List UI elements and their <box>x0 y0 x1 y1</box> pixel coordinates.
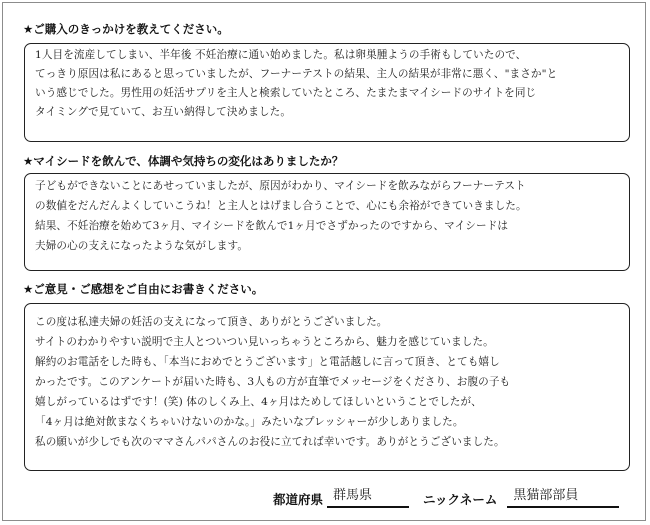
answer-1-line: てっきり原因は私にあると思っていましたが、フーナーテストの結果、主人の結果が非常に悪く、"まさか"と <box>35 68 558 80</box>
answer-3-line: サイトのわかりやすい説明で主人とついつい見いっちゃうところから、魅力を感じていました。 <box>35 336 494 348</box>
question-3-label: ★ご意見・ご感想をご自由にお書きください。 <box>23 282 264 296</box>
question-2-label: ★マイシードを飲んで、体調や気持ちの変化はありましたか？ <box>23 154 344 168</box>
nickname-label: ニックネーム <box>423 492 498 507</box>
answer-1-line: いう感じでした。男性用の妊活サプリを主人と検索していたところ、たまたまマイシードのサイトを同じ <box>35 87 537 99</box>
prefecture-value: 群馬県 <box>327 487 409 508</box>
answer-2-line: の数値をだんだんよくしていこうね！と主人とはげまし合うことで、心にも余裕ができていきました。 <box>35 200 527 212</box>
answer-2-box <box>24 173 630 271</box>
answer-1-line: タイミングで見ていて、お互い納得して決めました。 <box>35 106 292 118</box>
answer-3-line: この度は私達夫婦の妊活の支えになって頂き、ありがとうございました。 <box>35 316 388 328</box>
answer-3-line: 解約のお電話をした時も、「本当におめでとうございます」と電話越しに言って頂き、とても嬉し <box>35 356 500 368</box>
answer-1-line: 1人目を流産してしまい、半年後 不妊治療に通い始めました。私は卵巣腫ようの手術もしていたので、 <box>35 49 527 61</box>
footer-fields <box>273 487 619 508</box>
answer-3-line: 嬉しがっているはずです！(笑) 体のしくみ上、4ヶ月はためしてほしいということでしたが、 <box>35 396 482 408</box>
answer-1-box <box>24 43 630 142</box>
nickname-value: 黒猫部部員 <box>507 487 619 508</box>
answer-3-line: 「4ヶ月は絶対飲まなくちゃいけないのかな。」みたいなプレッシャーが少しありました。 <box>35 416 464 428</box>
answer-2-line: 夫婦の心の支えになったような気がします。 <box>35 240 249 252</box>
answer-3-box <box>24 303 630 471</box>
answer-2-line: 子どもができないことにあせっていましたが、原因がわかり、マイシードを飲みながらフーナーテスト <box>35 180 526 192</box>
prefecture-label: 都道府県 <box>273 492 324 507</box>
survey-form <box>2 2 646 521</box>
answer-2-line: 結果、不妊治療を始めて3ヶ月、マイシードを飲んで1ヶ月でさずかったのですから、マイシードは <box>35 220 509 232</box>
answer-3-line: 私の願いが少しでも次のママさんパパさんのお役に立てれば幸いです。ありがとうございました。 <box>35 436 505 448</box>
question-1-label: ★ご購入のきっかけを教えてください。 <box>23 22 229 36</box>
answer-3-line: かったです。このアンケートが届いた時も、3人もの方が直筆でメッセージをくださり、お腹の子も <box>35 376 511 388</box>
